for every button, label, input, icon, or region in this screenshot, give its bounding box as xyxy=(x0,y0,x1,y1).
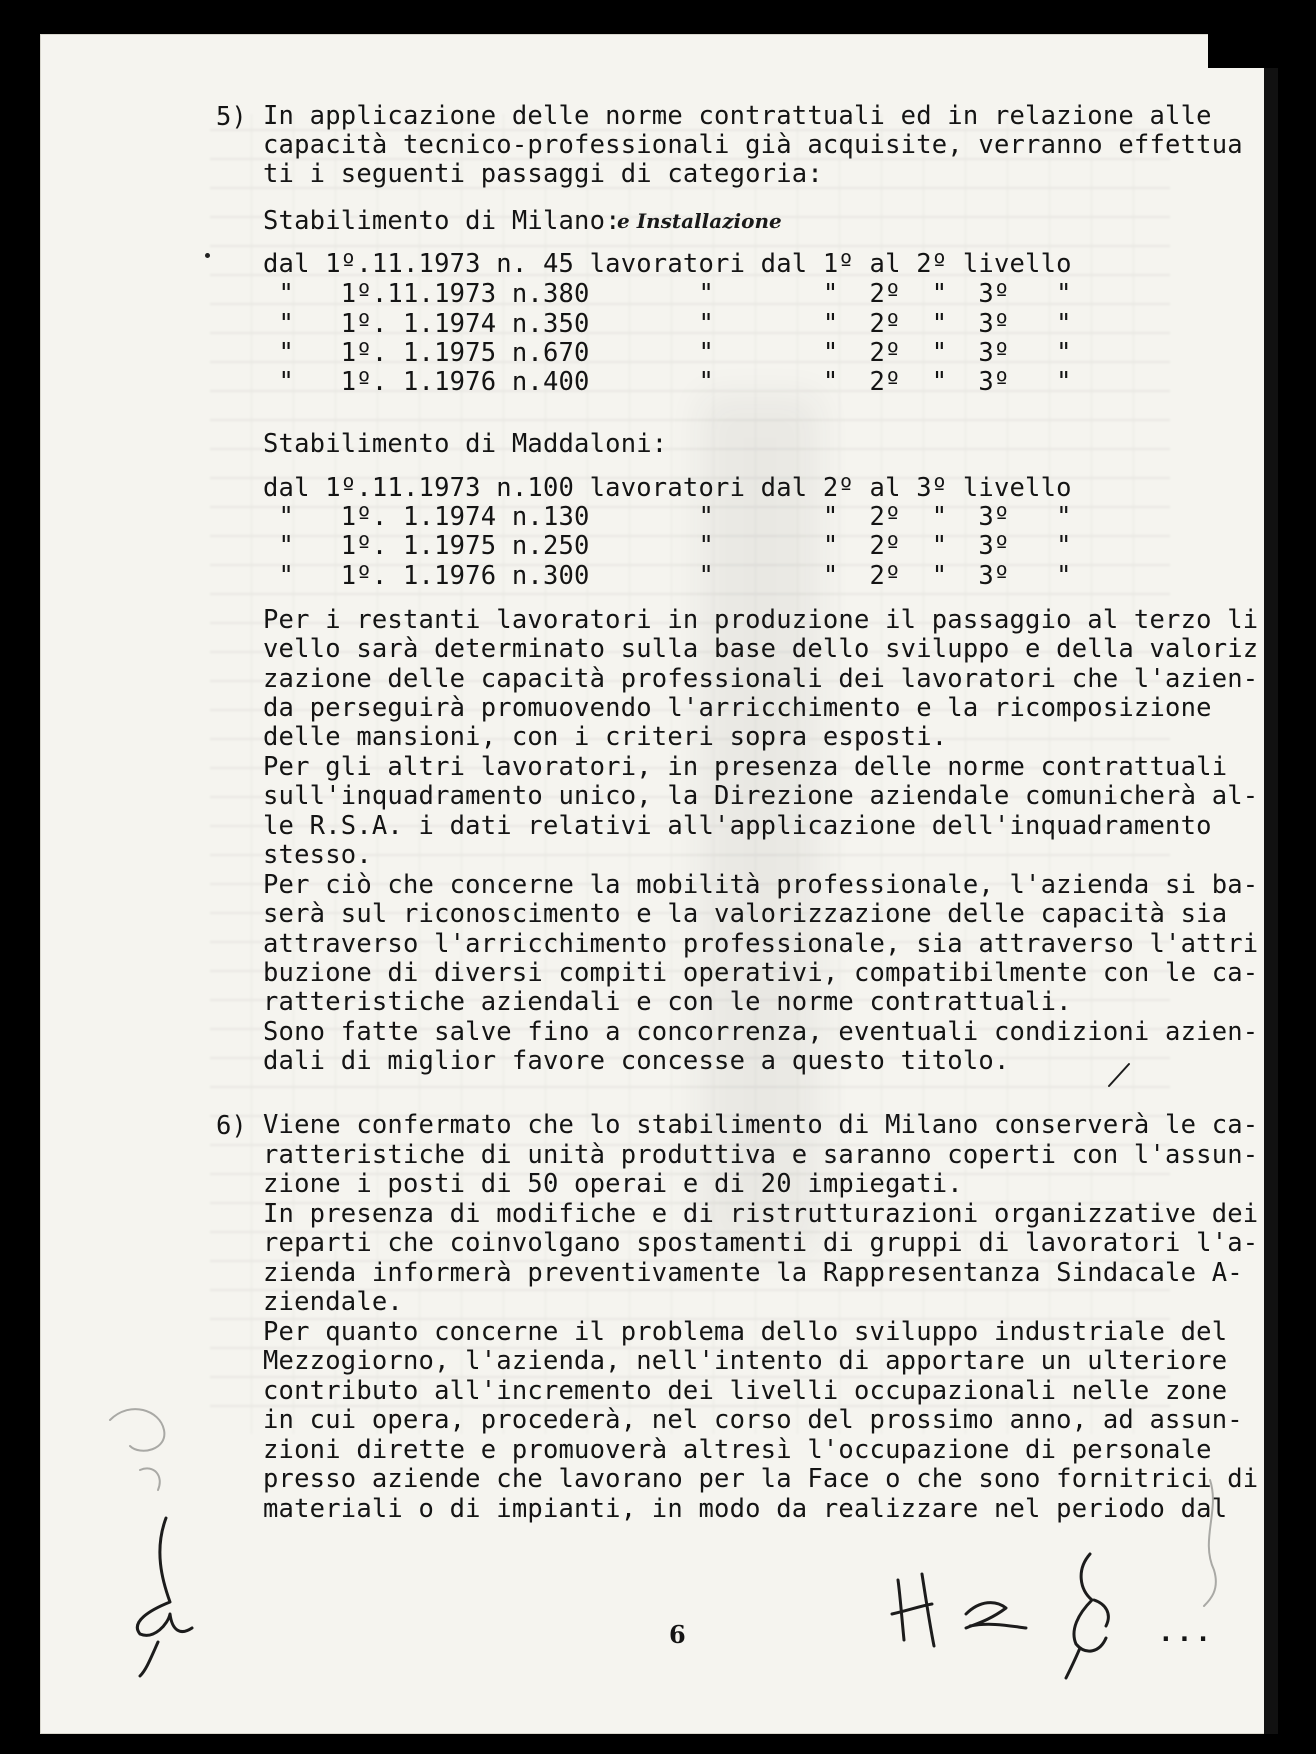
text-line: Per i restanti lavoratori in produzione il passaggio al terzo li xyxy=(263,605,1259,635)
text-line: serà sul riconoscimento e la valorizzazione delle capacità sia xyxy=(263,899,1228,929)
text-line: Per ciò che concerne la mobilità professionale, l'azienda si ba- xyxy=(263,870,1259,900)
text-line: ratteristiche aziendali e con le norme contrattuali. xyxy=(263,987,1072,1017)
text-line: Sono fatte salve fino a concorrenza, eventuali condizioni azien- xyxy=(263,1017,1259,1047)
text-line: zioni dirette e promuoverà altresì l'occupazione di personale xyxy=(263,1435,1212,1465)
text-line: In applicazione delle norme contrattuali ed in relazione alle xyxy=(263,101,1212,131)
text-line: attraverso l'arricchimento professionale, sia attraverso l'attri xyxy=(263,929,1259,959)
text-line: Mezzogiorno, l'azienda, nell'intento di apportare un ulteriore xyxy=(263,1346,1228,1376)
signature-center xyxy=(880,1530,1150,1680)
text-line: ziendale. xyxy=(263,1287,403,1317)
margin-scribble-right xyxy=(1180,1470,1240,1610)
table-row: dal 1º.11.1973 n. 45 lavoratori dal 1º al 2º livello xyxy=(263,249,1072,279)
text-line: delle mansioni, con i criteri sopra esposti. xyxy=(263,722,948,752)
text-line: Per quanto concerne il problema dello sviluppo industriale del xyxy=(263,1317,1228,1347)
text-line: zienda informerà preventivamente la Rappresentanza Sindacale A- xyxy=(263,1258,1243,1288)
plant-heading: Stabilimento di Maddaloni: xyxy=(263,429,668,459)
text-line: ratteristiche di unità produttiva e saranno coperti con l'assun- xyxy=(263,1140,1259,1170)
handwritten-insert: e Installazione xyxy=(617,209,782,233)
text-line: contributo all'incremento dei livelli occupazionali nelle zone xyxy=(263,1376,1228,1406)
section-number-6: 6) xyxy=(216,1111,247,1141)
table-row: " 1º.11.1973 n.380 " " 2º " 3º " xyxy=(263,279,1072,309)
text-line: da perseguirà promuovendo l'arricchimento e la ricomposizione xyxy=(263,693,1212,723)
table-row: " 1º. 1.1976 n.400 " " 2º " 3º " xyxy=(263,367,1072,397)
scan-edge xyxy=(1264,34,1278,1734)
text-line: ti i seguenti passaggi di categoria: xyxy=(263,159,823,189)
text-line: reparti che coinvolgano spostamenti di gruppi di lavoratori l'a- xyxy=(263,1228,1259,1258)
text-line: capacità tecnico-professionali già acquisite, verranno effettua xyxy=(263,130,1243,160)
table-row: " 1º. 1.1976 n.300 " " 2º " 3º " xyxy=(263,561,1072,591)
table-row: " 1º. 1.1975 n.250 " " 2º " 3º " xyxy=(263,531,1072,561)
table-row: " 1º. 1.1975 n.670 " " 2º " 3º " xyxy=(263,338,1072,368)
text-line: materiali o di impianti, in modo da realizzare nel periodo dal xyxy=(263,1494,1228,1524)
margin-dot xyxy=(205,253,210,258)
text-line: stesso. xyxy=(263,840,372,870)
text-line: Per gli altri lavoratori, in presenza delle norme contrattuali xyxy=(263,752,1228,782)
table-row: dal 1º.11.1973 n.100 lavoratori dal 2º al 3º livello xyxy=(263,473,1072,503)
text-line: in cui opera, procederà, nel corso del prossimo anno, ad assun- xyxy=(263,1405,1243,1435)
continuation-marker: ... xyxy=(1158,1618,1214,1648)
margin-scribble-left xyxy=(100,1390,180,1500)
text-line: zione i posti di 50 operai e di 20 impiegati. xyxy=(263,1169,963,1199)
text-line: le R.S.A. i dati relativi all'applicazione dell'inquadramento xyxy=(263,811,1212,841)
table-row: " 1º. 1.1974 n.350 " " 2º " 3º " xyxy=(263,309,1072,339)
text-line: dali di miglior favore concesse a questo titolo. xyxy=(263,1046,1010,1076)
table-row: " 1º. 1.1974 n.130 " " 2º " 3º " xyxy=(263,502,1072,532)
text-line: In presenza di modifiche e di ristrutturazioni organizzative dei xyxy=(263,1199,1259,1229)
text-line: vello sarà determinato sulla base dello sviluppo e della valoriz xyxy=(263,634,1259,664)
text-line: presso aziende che lavorano per la Face o che sono fornitrici di xyxy=(263,1464,1259,1494)
plant-heading: Stabilimento di Milano: xyxy=(263,206,621,236)
text-line: buzione di diversi compiti operativi, compatibilmente con le ca- xyxy=(263,958,1259,988)
section-number-5: 5) xyxy=(216,102,247,132)
page-number: 6 xyxy=(669,1620,686,1649)
text-line: Viene confermato che lo stabilimento di Milano conserverà le ca- xyxy=(263,1110,1259,1140)
text-line: sull'inquadramento unico, la Direzione aziendale comunicherà al- xyxy=(263,781,1259,811)
text-line: zazione delle capacità professionali dei lavoratori che l'azien- xyxy=(263,664,1259,694)
scan-corner xyxy=(1208,34,1278,68)
signature-left xyxy=(110,1510,200,1680)
corner-mark xyxy=(1105,1060,1135,1090)
